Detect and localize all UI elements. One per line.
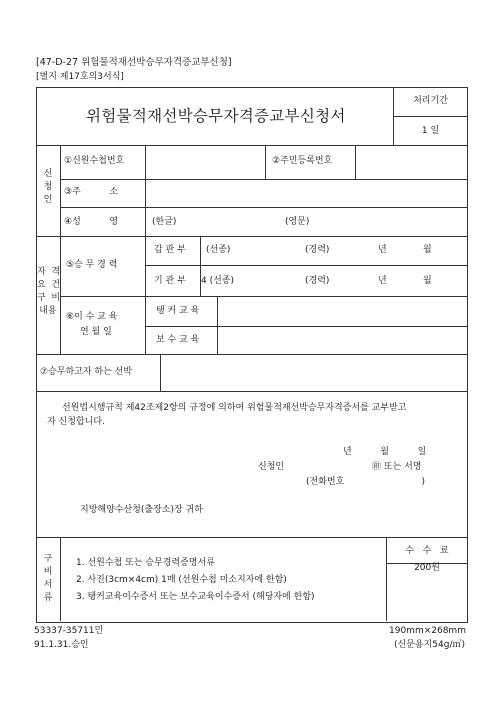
seal-or-signature: ㊞ 또는 서명 <box>372 462 422 472</box>
training-completion-label: ⑥이 수 교 육 <box>66 312 118 322</box>
engine-month: 월 <box>423 276 432 286</box>
tanker-training-label: 탱 커 교 육 <box>156 306 200 316</box>
address-label: ③주 소 <box>64 187 119 197</box>
processing-period-value: 1 일 <box>421 126 440 136</box>
attachment-item-2: 2. 사진(3cm×4cm) 1매 (선원수첩 미소지자에 한함) <box>76 575 287 585</box>
form-code: [47-D-27 위험물적재선박승무자격증교부신청] <box>36 57 232 68</box>
applicant-label: 신청인 <box>258 462 285 472</box>
intended-vessel-field[interactable] <box>161 355 466 390</box>
phone-number: (전화번호 ) <box>306 477 426 487</box>
name-label: ④성 영 <box>64 217 119 227</box>
attachment-item-3: 3. 탱커교육이수증서 또는 보수교육이수증서 (해당자에 한함) <box>76 592 315 602</box>
form-serial: 53337-35711민 <box>34 626 104 636</box>
engine-year: 년 <box>378 276 387 286</box>
paper-size: 190mm×268mm <box>389 626 466 636</box>
name-english-label: (영문) <box>285 217 310 227</box>
form-title: 위험물적재선박승무자격증교부신청서 <box>86 107 346 125</box>
attachments-section-label: 구 비 서 류 <box>43 554 53 603</box>
statement-date: 년 월 일 <box>343 447 427 457</box>
approval-date: 91.1.31.승인 <box>34 640 89 650</box>
applicant-section-label: 신 청 인 <box>43 169 53 205</box>
refresher-training-label: 보 수 교 육 <box>156 335 200 345</box>
paper-type: (신문용지54g/㎡) <box>394 640 465 650</box>
statement-line-1: 선원법시행규칙 제42조제2항의 규정에 의하여 위험물적재선박승무자격증서를 교부받고 <box>62 403 407 413</box>
fee-value: 200원 <box>414 563 440 573</box>
engine-department-label: 기 관 부 <box>154 276 186 286</box>
name-korean-label: (한글) <box>152 217 177 227</box>
resident-number-label: ②주민등록번호 <box>272 156 333 166</box>
address-field[interactable] <box>146 180 466 206</box>
deck-career: (경력) <box>305 245 330 255</box>
engine-vessel-type: 4 (선종) <box>201 276 234 286</box>
statement-line-2: 자 신청합니다. <box>47 417 105 427</box>
engine-career: (경력) <box>305 276 330 286</box>
deck-month: 월 <box>423 245 432 255</box>
refresher-training-field[interactable] <box>218 327 466 353</box>
deck-department-label: 갑 판 부 <box>154 245 186 255</box>
resident-number-field[interactable] <box>356 146 466 178</box>
tanker-training-field[interactable] <box>218 297 466 325</box>
intended-vessel-label: ⑦승무하고자 하는 선박 <box>40 367 133 377</box>
sea-career-label: ⑤승 무 경 력 <box>66 260 118 270</box>
deck-year: 년 <box>378 245 387 255</box>
deck-vessel-type: (선종) <box>206 245 231 255</box>
addressee: 지방해양수산청(출장소)장 귀하 <box>80 505 203 515</box>
fee-label: 수 수 료 <box>405 546 449 556</box>
seaman-book-number-field[interactable] <box>146 146 264 178</box>
training-date-label: 연 월 일 <box>80 327 112 337</box>
attachment-reference: [별지 제17호의3서식] <box>36 72 124 82</box>
seaman-book-number-label: ①신원수첩번호 <box>64 156 125 166</box>
qualification-section-label: 자 격 요 건 구 비 내용 <box>37 267 61 316</box>
processing-period-label: 처리기간 <box>413 96 448 106</box>
attachment-item-1: 1. 선원수첩 또는 승무경력증명서류 <box>76 558 215 568</box>
